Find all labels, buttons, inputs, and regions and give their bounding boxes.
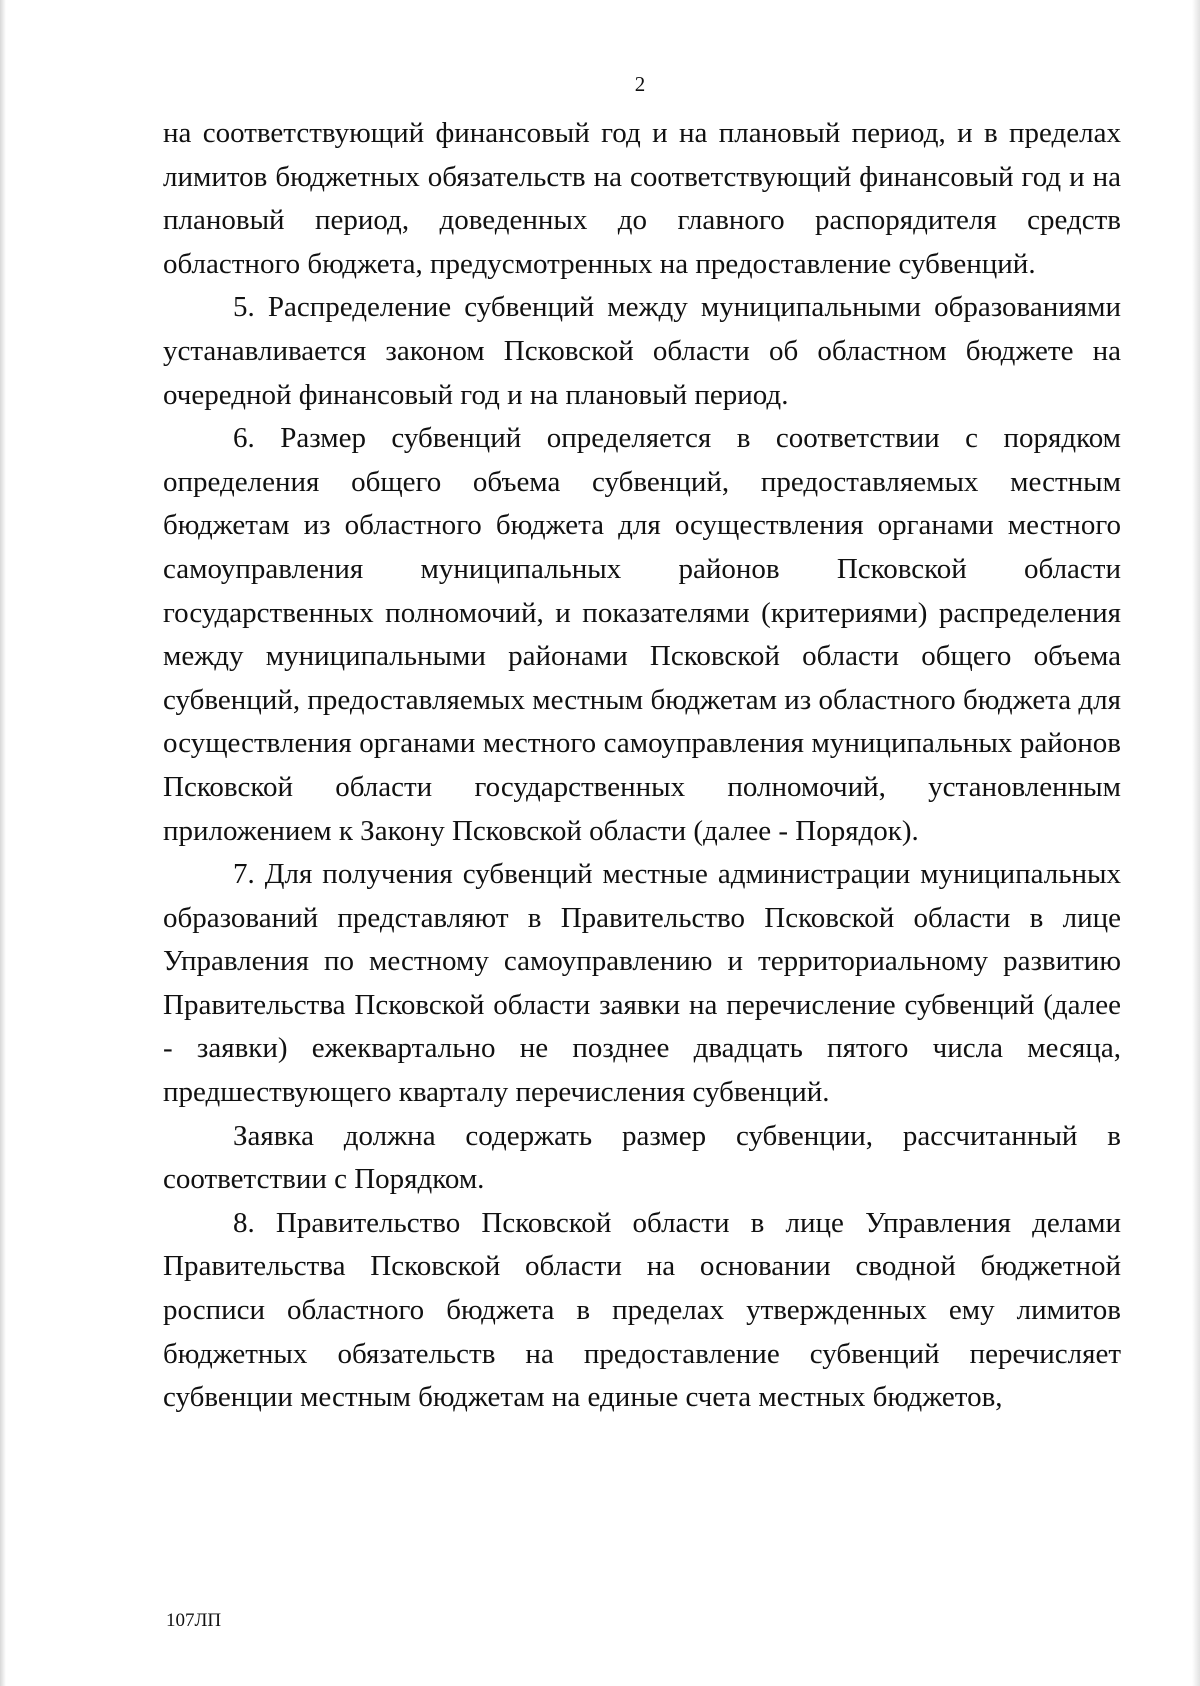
paragraph-item-7: 7. Для получения субвенций местные администрации муниципальных образований представляют в Правительство Псковской области в лице Управления по местному самоуправлению и территориальному развитию Правительства Псковской области заявки на перечисление субвенций (далее - заявки) ежеквартально не позднее двадцать пятого числа месяца, предшествующего кварталу перечисления субвенций. — [163, 858, 1121, 1109]
document-code: 107ЛП — [166, 1610, 222, 1631]
page-number: 2 — [634, 72, 646, 96]
paragraph-application-content: Заявка должна содержать размер субвенции, рассчитанный в соответствии с Порядком. — [163, 1119, 1121, 1196]
scan-edge-left — [0, 0, 6, 1686]
paragraph-item-6: 6. Размер субвенций определяется в соответствии с порядком определения общего объема субвенций, предоставляемых местным бюджетам из областного бюджета для осуществления органами местного самоуправления муниципальных районов Псковской области государственных полномочий, и показателями (критериями) распределения между муниципальными районами Псковской области общего объема субвенций, предоставляемых местным бюджетам из областного бюджета для осуществления органами местного самоуправления муниципальных районов Псковской области государственных полномочий, установленным приложением к Закону Псковской области (далее - Порядок). — [163, 422, 1121, 847]
document-body — [163, 112, 1121, 1420]
paragraph-item-5: 5. Распределение субвенций между муниципальными образованиями устанавливается законом Псковской области об областном бюджете на очередной финансовый год и на плановый период. — [163, 291, 1121, 411]
paragraph-continuation: на соответствующий финансовый год и на плановый период, и в пределах лимитов бюджетных обязательств на соответствующий финансовый год и на плановый период, доведенных до главного распорядителя средств областного бюджета, предусмотренных на предоставление субвенций. — [163, 117, 1121, 280]
paragraph-item-8: 8. Правительство Псковской области в лице Управления делами Правительства Псковской области на основании сводной бюджетной росписи областного бюджета в пределах утвержденных ему лимитов бюджетных обязательств на предоставление субвенций перечисляет субвенции местным бюджетам на единые счета местных бюджетов, — [163, 1206, 1121, 1414]
scan-edge-right — [1192, 0, 1200, 1686]
